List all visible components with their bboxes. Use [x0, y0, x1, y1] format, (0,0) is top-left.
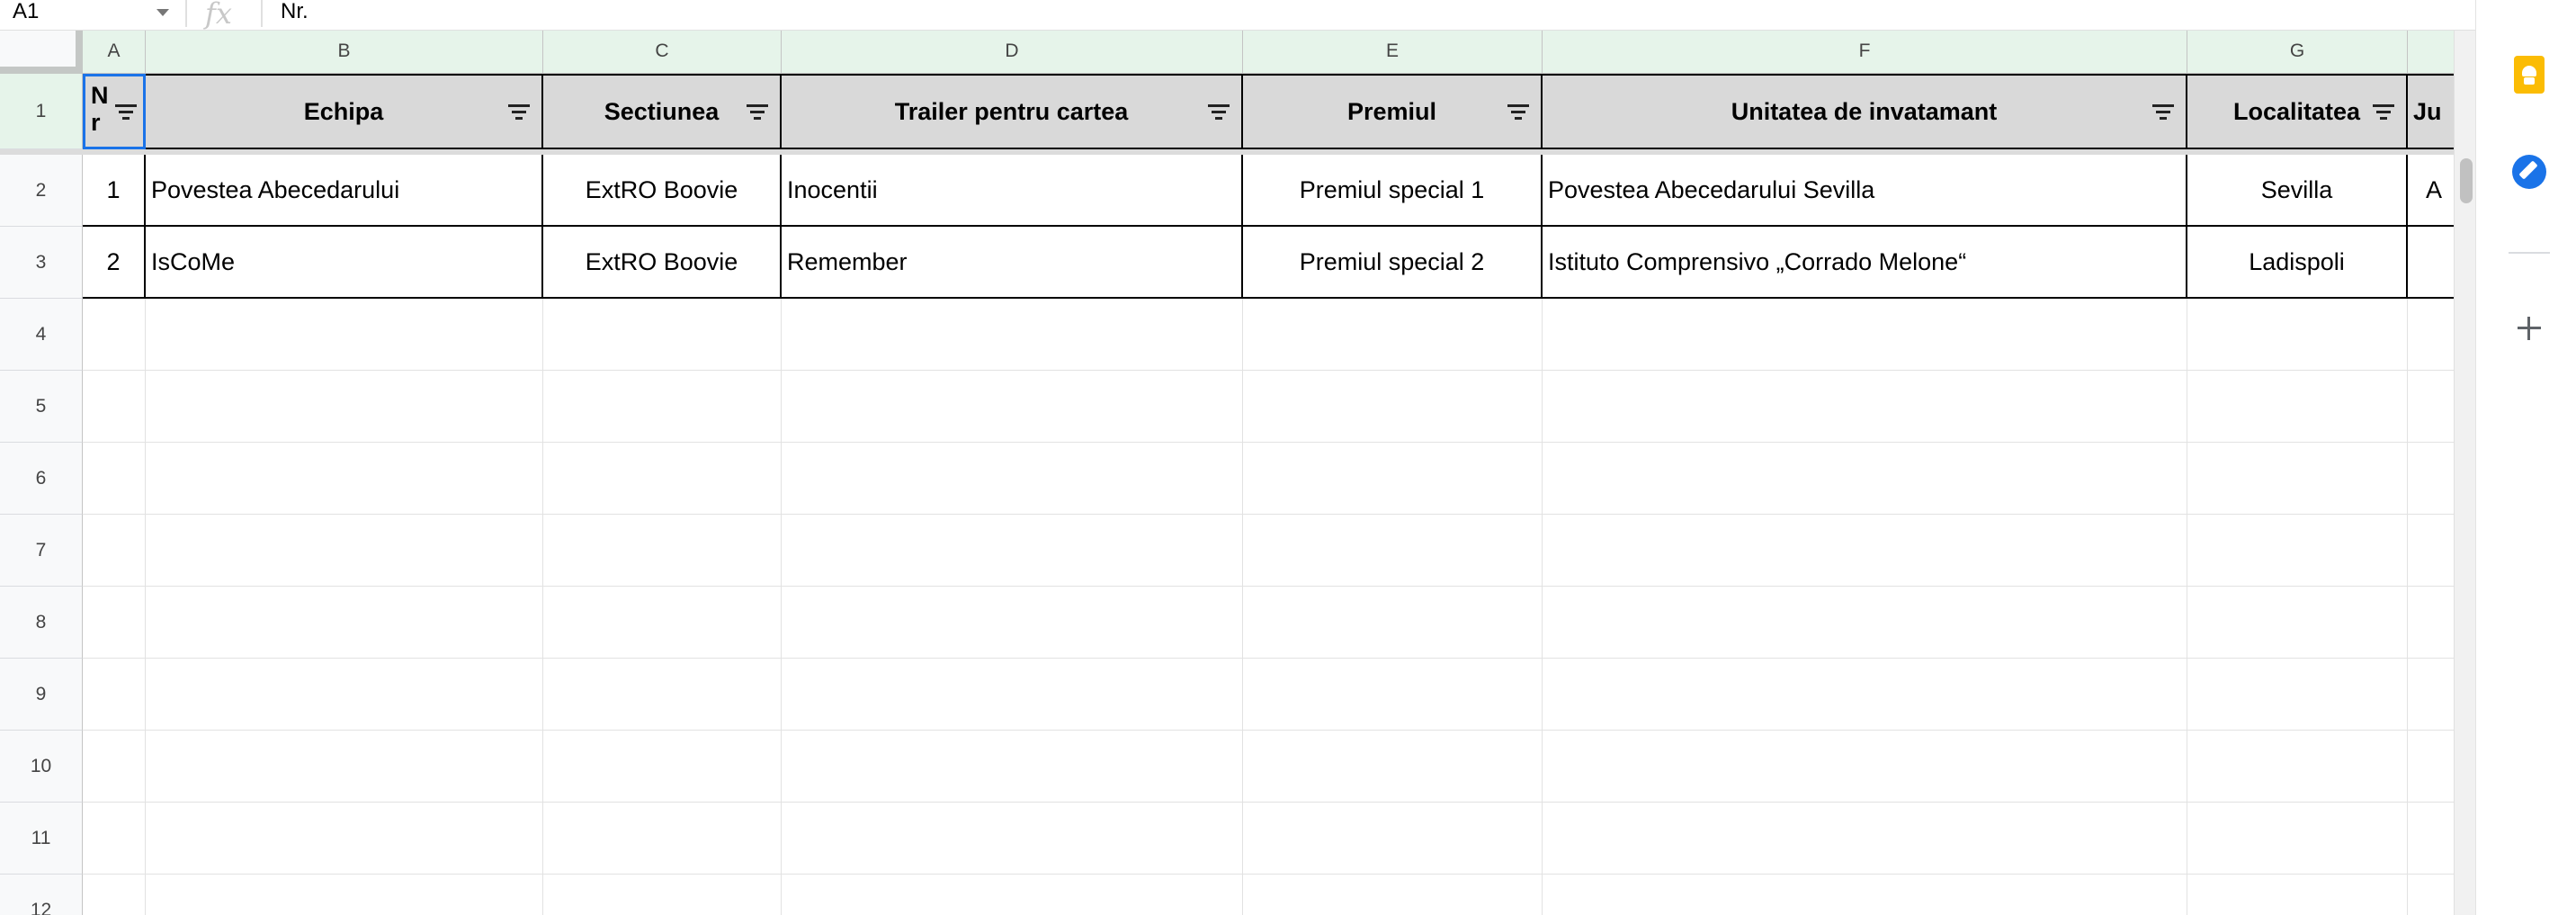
cell-e6[interactable] [1243, 443, 1543, 515]
cell-d3[interactable]: Remember [782, 227, 1243, 299]
header-trailer: Trailer pentru cartea [894, 97, 1129, 125]
row-header-5[interactable]: 5 [0, 371, 83, 443]
name-box-dropdown-icon[interactable] [157, 9, 169, 16]
cell-e7[interactable] [1243, 515, 1543, 587]
cell-c3[interactable]: ExtRO Boovie [543, 227, 782, 299]
filter-icon[interactable] [1507, 103, 1530, 121]
spreadsheet-grid [0, 31, 2475, 915]
cell-e9[interactable] [1243, 659, 1543, 731]
cell-a9[interactable] [83, 659, 146, 731]
header-localitatea: Localitatea [2232, 97, 2361, 125]
column-header-g[interactable]: G [2187, 31, 2408, 74]
column-header-b[interactable]: B [146, 31, 543, 74]
filter-icon[interactable] [1207, 103, 1230, 121]
cell-f7[interactable] [1543, 515, 2187, 587]
cell-c10[interactable] [543, 731, 782, 803]
cell-a5[interactable] [83, 371, 146, 443]
header-ju: Ju [2413, 97, 2442, 125]
cell-d4[interactable] [782, 299, 1243, 371]
formula-bar-divider [261, 0, 263, 27]
row-header-3[interactable]: 3 [0, 227, 83, 299]
cell-b6[interactable] [146, 443, 543, 515]
cell-b5[interactable] [146, 371, 543, 443]
cell-g7[interactable] [2187, 515, 2408, 587]
cell-d7[interactable] [782, 515, 1243, 587]
cell-b8[interactable] [146, 587, 543, 659]
cell-b4[interactable] [146, 299, 543, 371]
cell-b1[interactable] [146, 74, 543, 149]
cell-g9[interactable] [2187, 659, 2408, 731]
cell-b9[interactable] [146, 659, 543, 731]
cell-a11[interactable] [83, 803, 146, 875]
formula-bar [0, 0, 2475, 31]
cell-e12[interactable] [1243, 875, 1543, 915]
cell-d10[interactable] [782, 731, 1243, 803]
row-header-6[interactable]: 6 [0, 443, 83, 515]
side-panel-divider [2509, 252, 2550, 254]
row-header-1[interactable]: 1 [0, 74, 83, 149]
cell-f4[interactable] [1543, 299, 2187, 371]
cell-c1[interactable] [543, 74, 782, 149]
column-header-d[interactable]: D [782, 31, 1243, 74]
side-panel [2475, 0, 2576, 915]
cell-d6[interactable] [782, 443, 1243, 515]
header-unitatea: Unitatea de invatamant [1731, 97, 1998, 125]
cell-a1-text: Nr [91, 82, 109, 136]
cell-c8[interactable] [543, 587, 782, 659]
cell-c2[interactable]: ExtRO Boovie [543, 155, 782, 227]
cell-b2[interactable]: Povestea Abecedarului [146, 155, 543, 227]
cell-c4[interactable] [543, 299, 782, 371]
tasks-icon[interactable] [2512, 155, 2546, 189]
cell-d2[interactable]: Inocentii [782, 155, 1243, 227]
cell-c6[interactable] [543, 443, 782, 515]
cell-e1[interactable] [1243, 74, 1543, 149]
cell-g11[interactable] [2187, 803, 2408, 875]
freeze-row-handle[interactable] [0, 67, 83, 74]
filter-icon[interactable] [507, 103, 531, 121]
header-premiul: Premiul [1346, 97, 1437, 125]
cell-f5[interactable] [1543, 371, 2187, 443]
cell-a6[interactable] [83, 443, 146, 515]
cell-g1[interactable] [2187, 74, 2408, 149]
cell-e8[interactable] [1243, 587, 1543, 659]
cell-a8[interactable] [83, 587, 146, 659]
fx-icon: fx [205, 0, 232, 31]
filter-icon[interactable] [2151, 103, 2175, 121]
cell-f1[interactable] [1543, 74, 2187, 149]
select-all-corner[interactable] [0, 31, 83, 74]
column-header-c[interactable]: C [543, 31, 782, 74]
filter-icon[interactable] [2372, 103, 2395, 121]
cell-f11[interactable] [1543, 803, 2187, 875]
cell-c12[interactable] [543, 875, 782, 915]
cell-d9[interactable] [782, 659, 1243, 731]
cell-b12[interactable] [146, 875, 543, 915]
row-header-7[interactable]: 7 [0, 515, 83, 587]
cell-g8[interactable] [2187, 587, 2408, 659]
cell-a7[interactable] [83, 515, 146, 587]
formula-input[interactable]: Nr. [281, 0, 309, 23]
cell-b10[interactable] [146, 731, 543, 803]
row-header-4[interactable]: 4 [0, 299, 83, 371]
row-header-11[interactable]: 11 [0, 803, 83, 875]
cell-e10[interactable] [1243, 731, 1543, 803]
cell-b7[interactable] [146, 515, 543, 587]
cell-a4[interactable] [83, 299, 146, 371]
keep-icon[interactable] [2514, 56, 2545, 94]
cell-g4[interactable] [2187, 299, 2408, 371]
header-sectiunea: Sectiunea [604, 97, 720, 125]
cell-a2[interactable]: 1 [83, 155, 146, 227]
cell-d11[interactable] [782, 803, 1243, 875]
cell-h2[interactable]: A [2408, 155, 2462, 227]
cell-a10[interactable] [83, 731, 146, 803]
scrollbar-thumb[interactable] [2460, 158, 2473, 203]
cell-e5[interactable] [1243, 371, 1543, 443]
row-header-12[interactable]: 12 [0, 875, 83, 915]
cell-d8[interactable] [782, 587, 1243, 659]
cell-f2[interactable]: Povestea Abecedarului Sevilla [1543, 155, 2187, 227]
column-header-a[interactable]: A [83, 31, 146, 74]
cell-f10[interactable] [1543, 731, 2187, 803]
cell-c5[interactable] [543, 371, 782, 443]
filter-icon[interactable] [746, 103, 769, 121]
column-header-f[interactable]: F [1543, 31, 2187, 74]
vertical-scrollbar[interactable] [2454, 31, 2475, 915]
cell-b3[interactable]: IsCoMe [146, 227, 543, 299]
cell-c9[interactable] [543, 659, 782, 731]
cell-e4[interactable] [1243, 299, 1543, 371]
cell-g10[interactable] [2187, 731, 2408, 803]
cell-d5[interactable] [782, 371, 1243, 443]
cell-f9[interactable] [1543, 659, 2187, 731]
cell-g3[interactable]: Ladispoli [2187, 227, 2408, 299]
cell-e3[interactable]: Premiul special 2 [1243, 227, 1543, 299]
cell-g12[interactable] [2187, 875, 2408, 915]
row-header-8[interactable]: 8 [0, 587, 83, 659]
cell-f3[interactable]: Istituto Comprensivo „Corrado Melone“ [1543, 227, 2187, 299]
formula-bar-divider [185, 0, 187, 27]
cell-f8[interactable] [1543, 587, 2187, 659]
cell-a1[interactable] [83, 74, 146, 149]
cell-a3[interactable]: 2 [83, 227, 146, 299]
filter-icon[interactable] [114, 103, 138, 121]
cell-c7[interactable] [543, 515, 782, 587]
column-header-e[interactable]: E [1243, 31, 1543, 74]
cell-d1[interactable] [782, 74, 1243, 149]
cell-a12[interactable] [83, 875, 146, 915]
cell-e11[interactable] [1243, 803, 1543, 875]
header-echipa: Echipa [303, 97, 384, 125]
cell-g2[interactable]: Sevilla [2187, 155, 2408, 227]
cell-d12[interactable] [782, 875, 1243, 915]
row-header-10[interactable]: 10 [0, 731, 83, 803]
cell-f6[interactable] [1543, 443, 2187, 515]
cell-c11[interactable] [543, 803, 782, 875]
cell-g5[interactable] [2187, 371, 2408, 443]
row-header-2[interactable]: 2 [0, 149, 83, 227]
cell-f12[interactable] [1543, 875, 2187, 915]
row-header-9[interactable]: 9 [0, 659, 83, 731]
name-box[interactable]: A1 [13, 0, 40, 23]
cell-b11[interactable] [146, 803, 543, 875]
plus-icon[interactable] [2516, 315, 2543, 342]
cell-g6[interactable] [2187, 443, 2408, 515]
cell-e2[interactable]: Premiul special 1 [1243, 155, 1543, 227]
